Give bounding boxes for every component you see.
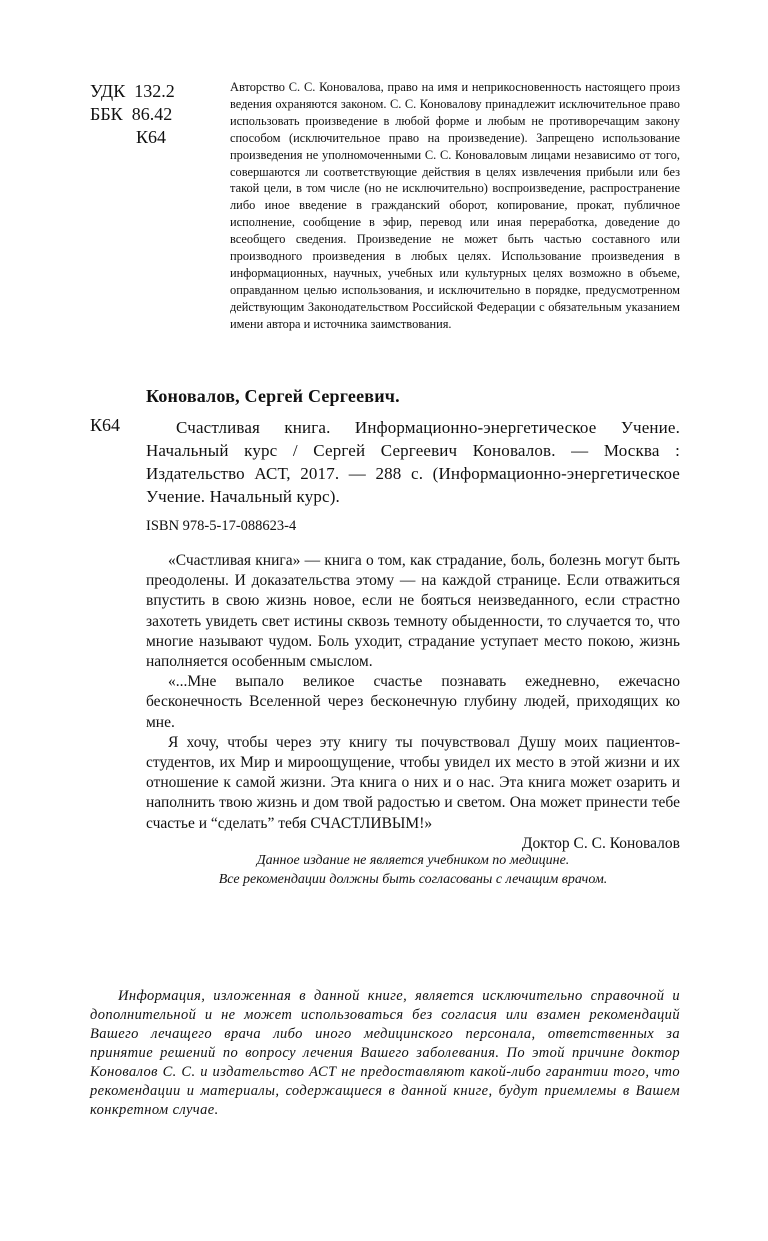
author-mark: К64 [136, 127, 167, 147]
classification-block [90, 80, 175, 149]
udk-label: УДК [90, 81, 126, 101]
disclaimer [90, 987, 680, 1120]
bbk-value: 86.42 [131, 104, 173, 124]
udk-row [90, 80, 175, 103]
annotation-paragraph: «...Мне выпало великое счастье познавать ежедневно, ежечасно бесконечность Вселенной через бесконечную глубину людей, приходящих ко мне. [146, 673, 680, 731]
copyright-text: Авторство С. С. Коновалова, право на имя и неприкосновенность настоящего произ ведения охраняются законом. С. С. Коновалову принадлежит исключительное право использовать произведение в любой форме и любым не противоречащим закону способом (исключительное право на произведение). Запрещено использование произведения не уполномоченными С. С. Коноваловым лицами независимо от того, совершаются ли соответствующие действия в целях извлечения прибыли или без такой цели, в том числе (но не исключительно) воспроизведение, распространение либо иное введение в гражданский оборот, копирование, прокат, публичное исполнение, сообщение в эфир, перевод или иная переработка, доведение до всеобщего сведения. Произведение не может быть частью составного или производного произведения в любых целях. Использование произведения в информационных, научных, учебных или культурных целях возможно в объеме, оправданном целью использования, и исключительно в порядке, предусмотренном действующим Законодательством Российской Федерации с обязательным указанием имени автора и источника заимствования. [230, 80, 680, 331]
disclaimer-text: Информация, изложенная в данной книге, является исключительно справочной и дополнительной и не может использоваться без согласия или взамен рекомендаций Вашего лечащего врача либо иного медицинского персонала, ответственных за принятие решений по вопросу лечения Вашего заболевания. По этой причине доктор Коновалов С. С. и издательство АСТ не предоставляют какой-либо гарантии того, что рекомендации и материалы, содержащиеся в данной книге, будут приемлемы в Вашем конкретном случае. [90, 988, 680, 1118]
medical-note-line: Все рекомендации должны быть согласованы с лечащим врачом. [218, 872, 608, 887]
isbn: ISBN 978-5-17-088623-4 [146, 518, 297, 534]
medical-note [146, 851, 680, 889]
bibliographic-text: Счастливая книга. Информационно-энергетическое Учение. Начальный курс / Сергей Сергеевич Коновалов. — Москва : Издательство АСТ, 2017. — 288 с. (Информационно-энергетическое Учение. Начальный курс). [146, 418, 680, 506]
annotation-paragraph: «Счастливая книга» — книга о том, как страдание, боль, болезнь могут быть преодолены. И доказательства этому — на каждой странице. Если отважиться впустить в свою жизнь новое, если не бояться неизведанного, если страстно захотеть увидеть свет истины сквозь темноту обыденности, то случается то, что многие называют чудом. Боль уходит, страдание уступает место покою, жизнь наполняется особенным смыслом. [146, 552, 680, 671]
bbk-row [90, 103, 175, 126]
medical-note-line: Данное издание не является учебником по медицине. [256, 853, 570, 868]
annotation [146, 551, 680, 854]
bbk-label: ББК [90, 104, 123, 124]
bibliography-author-mark: К64 [90, 415, 121, 435]
author-heading: Коновалов, Сергей Сергеевич. [146, 386, 400, 406]
annotation-paragraph: Я хочу, чтобы через эту книгу ты почувствовал Душу моих пациентов-студентов, их Мир и мироощущение, чтобы увидел их место в этой жизни и их отношение к самой жизни. Эта книга о них и о нас. Эта книга может озарить и наполнить твою жизнь и дом твой радостью и светом. Она может принести тебе счастье и “сделать” тебя СЧАСТЛИВЫМ!» [146, 733, 680, 832]
bibliographic-description [146, 416, 680, 508]
annotation-signature: Доктор С. С. Коновалов [521, 834, 680, 852]
copyright-notice [230, 79, 680, 333]
udk-value: 132.2 [134, 81, 175, 101]
